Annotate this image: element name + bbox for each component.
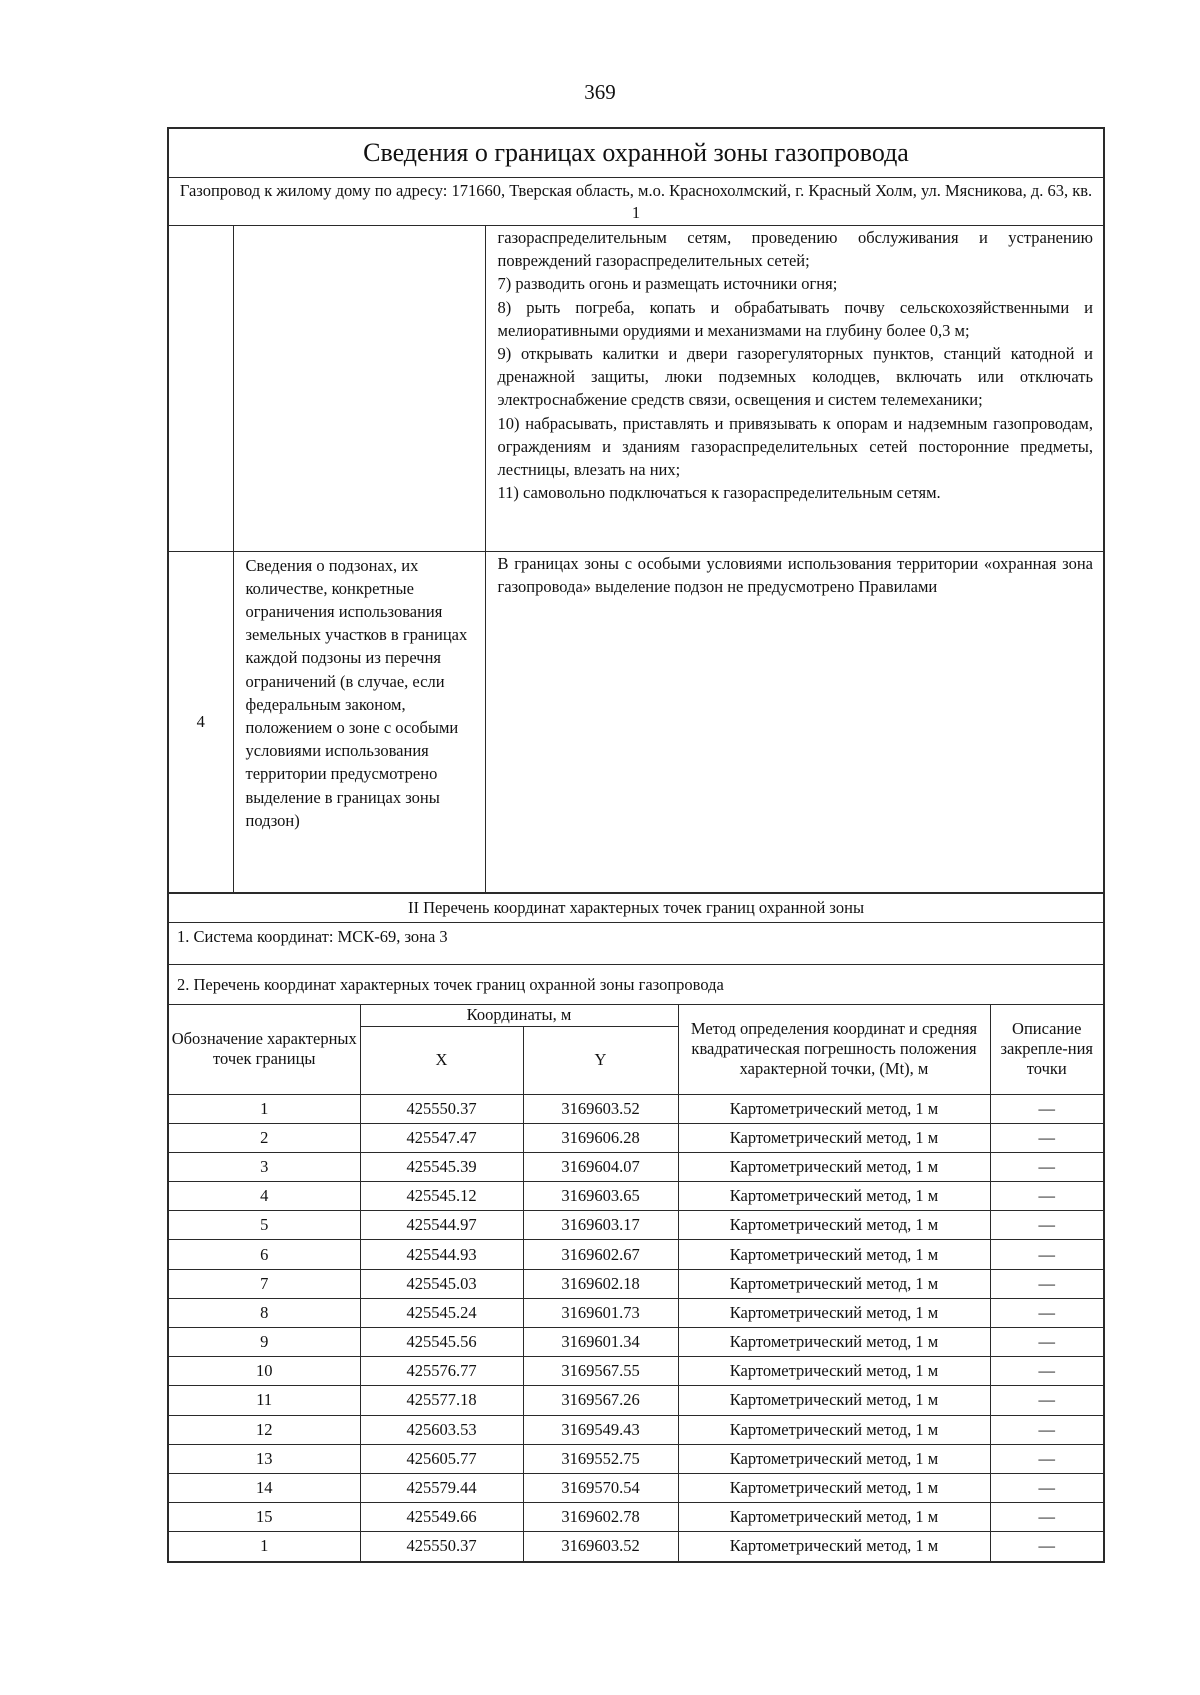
- subzones-row: [169, 551, 1103, 892]
- y-cell: 3169570.54: [523, 1473, 678, 1502]
- restriction-paragraph: 7) разводить огонь и размещать источники огня;: [497, 274, 838, 294]
- description-cell: —: [990, 1473, 1103, 1502]
- header-point: Обозначение характерных точек границы: [169, 1004, 360, 1094]
- table-row: [169, 1182, 1103, 1211]
- method-cell: Картометрический метод, 1 м: [678, 1152, 990, 1181]
- continuation-number-cell: [169, 226, 233, 551]
- info-table: [169, 226, 1103, 893]
- header-method: Метод определения координат и средняя квадратическая погрешность положения характерной точки, (Mt), м: [678, 1004, 990, 1094]
- table-row: [169, 1386, 1103, 1415]
- subzones-row-label: Сведения о подзонах, их количестве, конкретные ограничения использования земельных участков в границах каждой подзоны из перечня ограничений (в случае, если федеральным законом, положением о зоне с особыми условиями использования территории предусмотрено выделение в границах зоны подзон): [233, 551, 485, 892]
- description-cell: —: [990, 1269, 1103, 1298]
- x-cell: 425547.47: [360, 1123, 523, 1152]
- point-cell: 1: [169, 1094, 360, 1123]
- table-row: [169, 1269, 1103, 1298]
- point-cell: 7: [169, 1269, 360, 1298]
- description-cell: —: [990, 1386, 1103, 1415]
- point-cell: 10: [169, 1357, 360, 1386]
- table-row: [169, 1152, 1103, 1181]
- y-cell: 3169549.43: [523, 1415, 678, 1444]
- method-cell: Картометрический метод, 1 м: [678, 1094, 990, 1123]
- y-cell: 3169567.26: [523, 1386, 678, 1415]
- point-cell: 12: [169, 1415, 360, 1444]
- page-number: 369: [584, 80, 616, 104]
- restriction-paragraph: 11) самовольно подключаться к газораспределительным сетям.: [497, 483, 941, 503]
- method-cell: Картометрический метод, 1 м: [678, 1503, 990, 1532]
- y-cell: 3169601.34: [523, 1328, 678, 1357]
- x-cell: 425544.97: [360, 1211, 523, 1240]
- point-cell: 14: [169, 1473, 360, 1502]
- restriction-paragraph: 9) открывать калитки и двери газорегуляторных пунктов, станций катодной и дренажной защиты, люки подземных колодцев, включать или отключать электроснабжение средств связи, освещения и систем телемеханики;: [497, 344, 1093, 410]
- table-row: [169, 1094, 1103, 1123]
- x-cell: 425549.66: [360, 1503, 523, 1532]
- description-cell: —: [990, 1532, 1103, 1561]
- x-cell: 425550.37: [360, 1532, 523, 1561]
- point-cell: 4: [169, 1182, 360, 1211]
- continuation-text-cell: [485, 226, 1103, 551]
- coordinate-list-title: 2. Перечень координат характерных точек границ охранной зоны газопровода: [169, 964, 1103, 1004]
- continuation-label-cell: [233, 226, 485, 551]
- y-cell: 3169601.73: [523, 1298, 678, 1327]
- method-cell: Картометрический метод, 1 м: [678, 1269, 990, 1298]
- method-cell: Картометрический метод, 1 м: [678, 1298, 990, 1327]
- restriction-paragraph: 10) набрасывать, приставлять и привязывать к опорам и надземным газопроводам, ограждениям и зданиям газораспределительных сетей посторонние предметы, лестницы, влезать на них;: [497, 413, 1093, 480]
- point-cell: 2: [169, 1123, 360, 1152]
- description-cell: —: [990, 1444, 1103, 1473]
- description-cell: —: [990, 1094, 1103, 1123]
- document-title: Сведения о границах охранной зоны газопровода: [169, 129, 1103, 178]
- point-cell: 6: [169, 1240, 360, 1269]
- point-cell: 11: [169, 1386, 360, 1415]
- table-row: [169, 1298, 1103, 1327]
- method-cell: Картометрический метод, 1 м: [678, 1182, 990, 1211]
- description-cell: —: [990, 1298, 1103, 1327]
- point-cell: 8: [169, 1298, 360, 1327]
- x-cell: 425545.56: [360, 1328, 523, 1357]
- header-x: X: [360, 1026, 523, 1094]
- table-row: [169, 1415, 1103, 1444]
- description-cell: —: [990, 1357, 1103, 1386]
- method-cell: Картометрический метод, 1 м: [678, 1240, 990, 1269]
- zone-info-document: [167, 127, 1105, 1563]
- table-row: [169, 1123, 1103, 1152]
- table-row: [169, 1503, 1103, 1532]
- document-subtitle: Газопровод к жилому дому по адресу: 171660, Тверская область, м.о. Краснохолмский, г. Красный Холм, ул. Мясникова, д. 63, кв. 1: [169, 178, 1103, 226]
- y-cell: 3169602.67: [523, 1240, 678, 1269]
- section-heading: II Перечень координат характерных точек границ охранной зоны: [169, 893, 1103, 922]
- x-cell: 425577.18: [360, 1386, 523, 1415]
- y-cell: 3169567.55: [523, 1357, 678, 1386]
- table-row: [169, 1240, 1103, 1269]
- x-cell: 425550.37: [360, 1094, 523, 1123]
- description-cell: —: [990, 1240, 1103, 1269]
- method-cell: Картометрический метод, 1 м: [678, 1473, 990, 1502]
- subzones-row-number: 4: [169, 551, 233, 892]
- method-cell: Картометрический метод, 1 м: [678, 1211, 990, 1240]
- table-row: [169, 1357, 1103, 1386]
- table-row: [169, 1444, 1103, 1473]
- point-cell: 5: [169, 1211, 360, 1240]
- y-cell: 3169602.78: [523, 1503, 678, 1532]
- point-cell: 1: [169, 1532, 360, 1561]
- point-cell: 3: [169, 1152, 360, 1181]
- continuation-row: [169, 226, 1103, 551]
- x-cell: 425603.53: [360, 1415, 523, 1444]
- x-cell: 425579.44: [360, 1473, 523, 1502]
- y-cell: 3169603.17: [523, 1211, 678, 1240]
- point-cell: 9: [169, 1328, 360, 1357]
- subzones-row-text: В границах зоны с особыми условиями использования территории «охранная зона газопровода» выделение подзон не предусмотрено Правилами: [485, 551, 1103, 892]
- coordinate-system: 1. Система координат: МСК-69, зона 3: [169, 922, 1103, 964]
- description-cell: —: [990, 1152, 1103, 1181]
- method-cell: Картометрический метод, 1 м: [678, 1123, 990, 1152]
- x-cell: 425545.39: [360, 1152, 523, 1181]
- restriction-paragraph: газораспределительным сетям, проведению обслуживания и устранению повреждений газораспределительных сетей;: [497, 228, 1093, 271]
- table-row: [169, 1211, 1103, 1240]
- table-row: [169, 1473, 1103, 1502]
- method-cell: Картометрический метод, 1 м: [678, 1357, 990, 1386]
- header-y: Y: [523, 1026, 678, 1094]
- method-cell: Картометрический метод, 1 м: [678, 1415, 990, 1444]
- x-cell: 425545.24: [360, 1298, 523, 1327]
- y-cell: 3169603.65: [523, 1182, 678, 1211]
- y-cell: 3169606.28: [523, 1123, 678, 1152]
- y-cell: 3169552.75: [523, 1444, 678, 1473]
- coordinates-body: [169, 1094, 1103, 1561]
- point-cell: 15: [169, 1503, 360, 1532]
- method-cell: Картометрический метод, 1 м: [678, 1444, 990, 1473]
- y-cell: 3169602.18: [523, 1269, 678, 1298]
- description-cell: —: [990, 1182, 1103, 1211]
- y-cell: 3169604.07: [523, 1152, 678, 1181]
- table-row: [169, 1328, 1103, 1357]
- x-cell: 425576.77: [360, 1357, 523, 1386]
- description-cell: —: [990, 1328, 1103, 1357]
- description-cell: —: [990, 1123, 1103, 1152]
- table-row: [169, 1532, 1103, 1561]
- method-cell: Картометрический метод, 1 м: [678, 1532, 990, 1561]
- header-description: Описание закрепле-ния точки: [990, 1004, 1103, 1094]
- x-cell: 425605.77: [360, 1444, 523, 1473]
- description-cell: —: [990, 1503, 1103, 1532]
- x-cell: 425544.93: [360, 1240, 523, 1269]
- header-coordinates: Координаты, м: [360, 1004, 678, 1026]
- x-cell: 425545.12: [360, 1182, 523, 1211]
- method-cell: Картометрический метод, 1 м: [678, 1386, 990, 1415]
- y-cell: 3169603.52: [523, 1532, 678, 1561]
- x-cell: 425545.03: [360, 1269, 523, 1298]
- restriction-paragraph: 8) рыть погреба, копать и обрабатывать почву сельскохозяйственными и мелиоративными орудиями и механизмами на глубину более 0,3 м;: [497, 297, 1093, 340]
- y-cell: 3169603.52: [523, 1094, 678, 1123]
- coordinates-table: [169, 1004, 1103, 1561]
- description-cell: —: [990, 1211, 1103, 1240]
- point-cell: 13: [169, 1444, 360, 1473]
- method-cell: Картометрический метод, 1 м: [678, 1328, 990, 1357]
- description-cell: —: [990, 1415, 1103, 1444]
